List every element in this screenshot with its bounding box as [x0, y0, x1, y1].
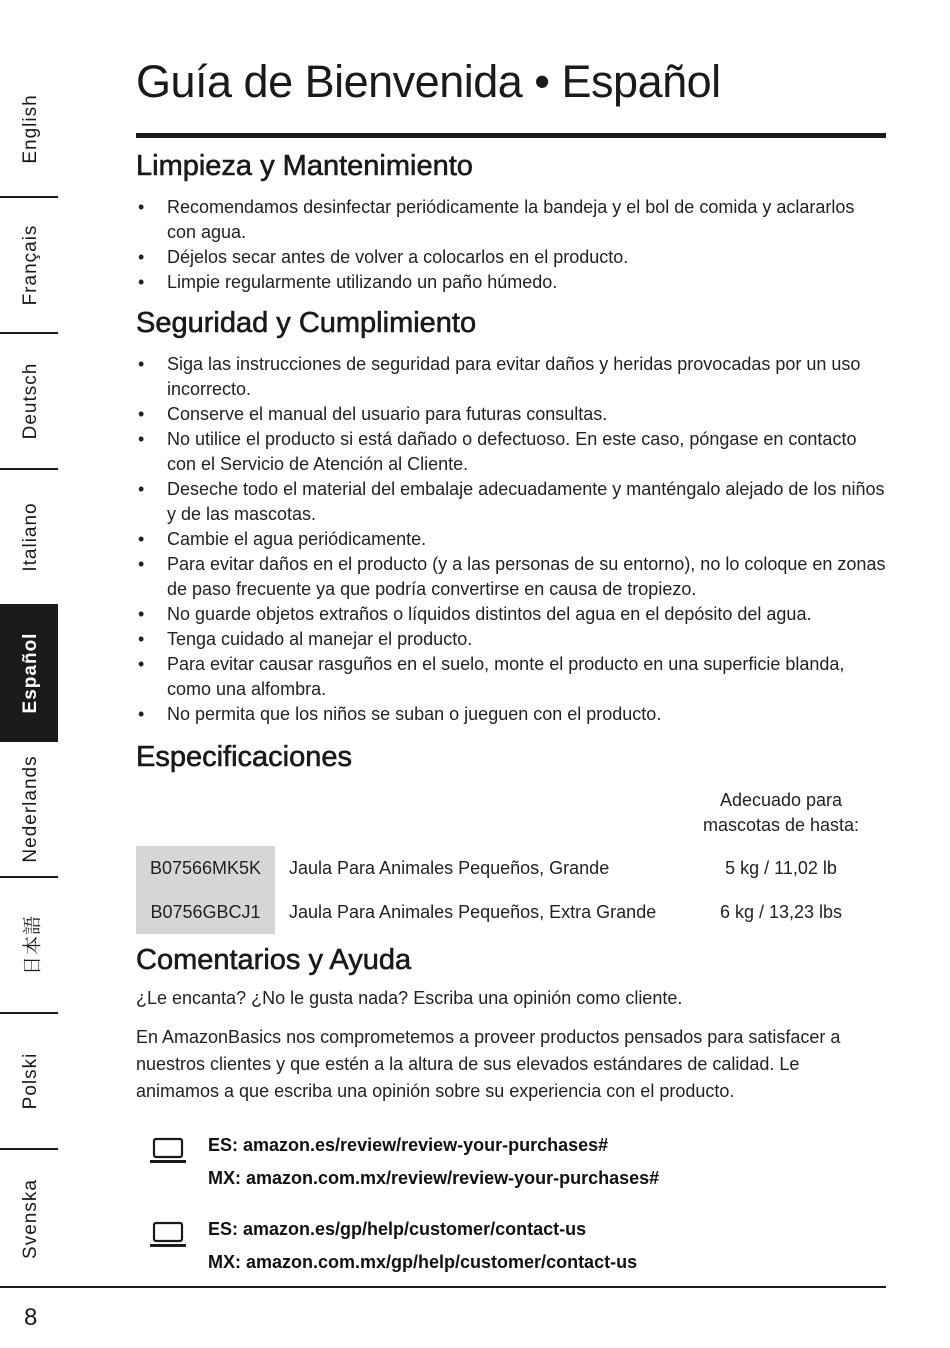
lang-tab-label: English [20, 94, 41, 164]
contact-links [136, 1213, 886, 1283]
section-heading: Especificaciones [136, 741, 352, 773]
lang-tab-label: Italiano [20, 502, 41, 572]
lang-tab-svenska[interactable] [0, 1150, 58, 1287]
lang-tab-label: Polski [20, 1052, 41, 1110]
lang-tab-polski[interactable] [0, 1014, 58, 1150]
section-limpieza [136, 150, 886, 295]
lang-tab-nederlands[interactable] [0, 742, 58, 878]
list-item: • No utilice el producto si está dañado o defectuoso. En este caso, póngase en contacto con el Servicio de Atención al Cliente. [136, 427, 886, 477]
spec-table [136, 788, 876, 934]
column-header-line: Adecuado para [719, 790, 843, 810]
product-weight: 6 kg / 13,23 lbs [719, 901, 843, 922]
section-seguridad [136, 307, 886, 727]
section-heading: Comentarios y Ayuda [136, 944, 412, 976]
lang-tab-japanese[interactable] [0, 878, 58, 1014]
bullet-list [136, 195, 886, 295]
list-item: • No guarde objetos extraños o líquidos distintos del agua en el depósito del agua. [136, 602, 886, 627]
bullet-list [136, 352, 886, 727]
title-divider [136, 133, 886, 138]
lang-tab-label: Español [20, 632, 41, 714]
column-header-line: mascotas de hasta: [702, 815, 860, 835]
list-item: • Déjelos secar antes de volver a colocarlos en el producto. [136, 245, 886, 270]
table-row [136, 890, 876, 934]
lang-tab-label: Deutsch [20, 362, 41, 440]
feedback-paragraph: En AmazonBasics nos comprometemos a proveer productos pensados para satisfacer a nuestros clientes y que estén a la altura de sus elevados estándares de calidad. Le animamos a que escriba una opinión sobre su experiencia con el producto. [136, 1027, 841, 1101]
lang-tab-label: Français [20, 224, 41, 306]
section-heading: Limpieza y Mantenimiento [136, 150, 473, 182]
table-header-row [136, 788, 876, 846]
product-code: B07566MK5K [136, 846, 275, 890]
contact-link-mx[interactable]: MX: amazon.com.mx/gp/help/customer/contact-us [208, 1252, 638, 1272]
list-item: • Deseche todo el material del embalaje adecuadamente y manténgalo alejado de los niños y de las mascotas. [136, 477, 886, 527]
product-description: Jaula Para Animales Pequeños, Extra Grande [289, 901, 657, 922]
lang-tab-italiano[interactable] [0, 470, 58, 606]
lang-tab-english[interactable] [0, 62, 58, 198]
lang-tab-label: Nederlands [20, 755, 41, 863]
lang-tab-francais[interactable] [0, 198, 58, 334]
product-description: Jaula Para Animales Pequeños, Grande [289, 857, 610, 878]
laptop-icon [150, 1221, 186, 1249]
lang-tab-label: Svenska [20, 1178, 41, 1259]
product-weight: 5 kg / 11,02 lb [725, 857, 837, 878]
list-item: • No permita que los niños se suban o jueguen con el producto. [136, 702, 886, 727]
page-number: 8 [24, 1304, 38, 1331]
product-code: B0756GBCJ1 [136, 890, 275, 934]
review-link-es[interactable]: ES: amazon.es/review/review-your-purchases# [208, 1135, 609, 1155]
list-item: • Tenga cuidado al manejar el producto. [136, 627, 886, 652]
footer-divider [0, 1286, 886, 1288]
list-item: • Conserve el manual del usuario para futuras consultas. [136, 402, 886, 427]
list-item: • Recomendamos desinfectar periódicamente la bandeja y el bol de comida y aclararlos con agua. [136, 195, 886, 245]
list-item: • Cambie el agua periódicamente. [136, 527, 886, 552]
list-item: • Siga las instrucciones de seguridad para evitar daños y heridas provocadas por un uso incorrecto. [136, 352, 886, 402]
column-header-capacity [686, 788, 876, 846]
lang-tab-label: 日本語 [22, 914, 44, 976]
review-link-mx[interactable]: MX: amazon.com.mx/review/review-your-purchases# [208, 1168, 660, 1188]
feedback-intro: ¿Le encanta? ¿No le gusta nada? Escriba una opinión como cliente. [136, 988, 683, 1008]
contact-link-es[interactable]: ES: amazon.es/gp/help/customer/contact-us [208, 1219, 587, 1239]
laptop-icon [150, 1137, 186, 1165]
language-sidebar [0, 62, 58, 1287]
list-item: • Para evitar daños en el producto (y a las personas de su entorno), no lo coloque en zonas de paso frecuente ya que podría convertirse en causa de tropiezo. [136, 552, 886, 602]
page-title: Guía de Bienvenida • Español [136, 56, 721, 107]
section-heading: Seguridad y Cumplimiento [136, 307, 477, 339]
review-links [136, 1129, 886, 1199]
main-content [136, 150, 886, 1283]
section-comentarios [136, 944, 886, 1283]
section-especificaciones [136, 741, 886, 934]
table-row [136, 846, 876, 890]
list-item: • Limpie regularmente utilizando un paño húmedo. [136, 270, 886, 295]
lang-tab-deutsch[interactable] [0, 334, 58, 470]
lang-tab-espanol[interactable] [0, 606, 58, 742]
list-item: • Para evitar causar rasguños en el suelo, monte el producto en una superficie blanda, como una alfombra. [136, 652, 886, 702]
